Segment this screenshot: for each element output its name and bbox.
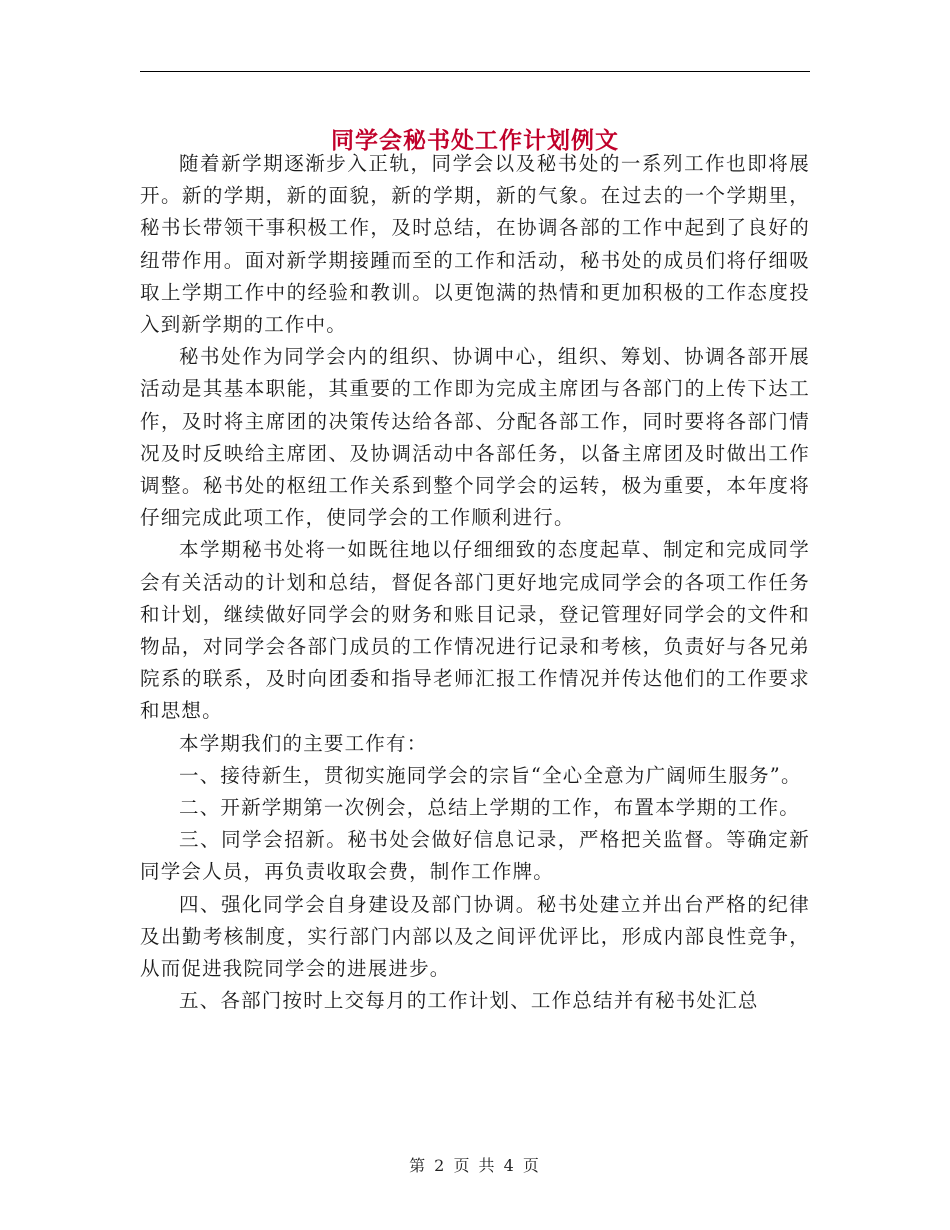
- list-item: 二、开新学期第一次例会，总结上学期的工作，布置本学期的工作。: [179, 796, 801, 820]
- list-item: 四、强化同学会自身建设及部门协调。秘书处建立并出台严格的纪律及出勤考核制度，实行部门内部以及之间评优评比，形成内部良性竞争，从而促进我院同学会的进展进步。: [140, 892, 810, 981]
- page-number: 第 2 页 共 4 页: [409, 1156, 541, 1175]
- list-item: 三、同学会招新。秘书处会做好信息记录，严格把关监督。等确定新同学会人员，再负责收取会费，制作工作牌。: [140, 828, 810, 884]
- list-item: 五、各部门按时上交每月的工作计划、工作总结并有秘书处汇总: [179, 989, 759, 1013]
- header-rule: [140, 71, 810, 72]
- document-body: [140, 148, 810, 1017]
- document-title: 同学会秘书处工作计划例文: [331, 127, 619, 155]
- paragraph: 本学期我们的主要工作有：: [179, 731, 428, 755]
- paragraph: 秘书处作为同学会内的组织、协调中心，组织、筹划、协调各部开展活动是其基本职能，其重要的工作即为完成主席团与各部门的上传下达工作，及时将主席团的决策传达给各部、分配各部工作，同时要将各部门情况及时反映给主席团、及协调活动中各部任务，以备主席团及时做出工作调整。秘书处的枢纽工作关系到整个同学会的运转，极为重要，本年度将仔细完成此项工作，使同学会的工作顺利进行。: [140, 345, 810, 530]
- paragraph: 本学期秘书处将一如既往地以仔细细致的态度起草、制定和完成同学会有关活动的计划和总结，督促各部门更好地完成同学会的各项工作任务和计划，继续做好同学会的财务和账目记录，登记管理好同学会的文件和物品，对同学会各部门成员的工作情况进行记录和考核，负责好与各兄弟院系的联系，及时向团委和指导老师汇报工作情况并传达他们的工作要求和思想。: [140, 538, 810, 723]
- list-item: 一、接待新生，贯彻实施同学会的宗旨“全心全意为广阔师生服务”。: [179, 763, 802, 787]
- paragraph: 随着新学期逐渐步入正轨，同学会以及秘书处的一系列工作也即将展开。新的学期，新的面貌，新的学期，新的气象。在过去的一个学期里，秘书长带领干事积极工作，及时总结，在协调各部的工作中起到了良好的纽带作用。面对新学期接踵而至的工作和活动，秘书处的成员们将仔细吸取上学期工作中的经验和教训。以更饱满的热情和更加积极的工作态度投入到新学期的工作中。: [140, 152, 810, 337]
